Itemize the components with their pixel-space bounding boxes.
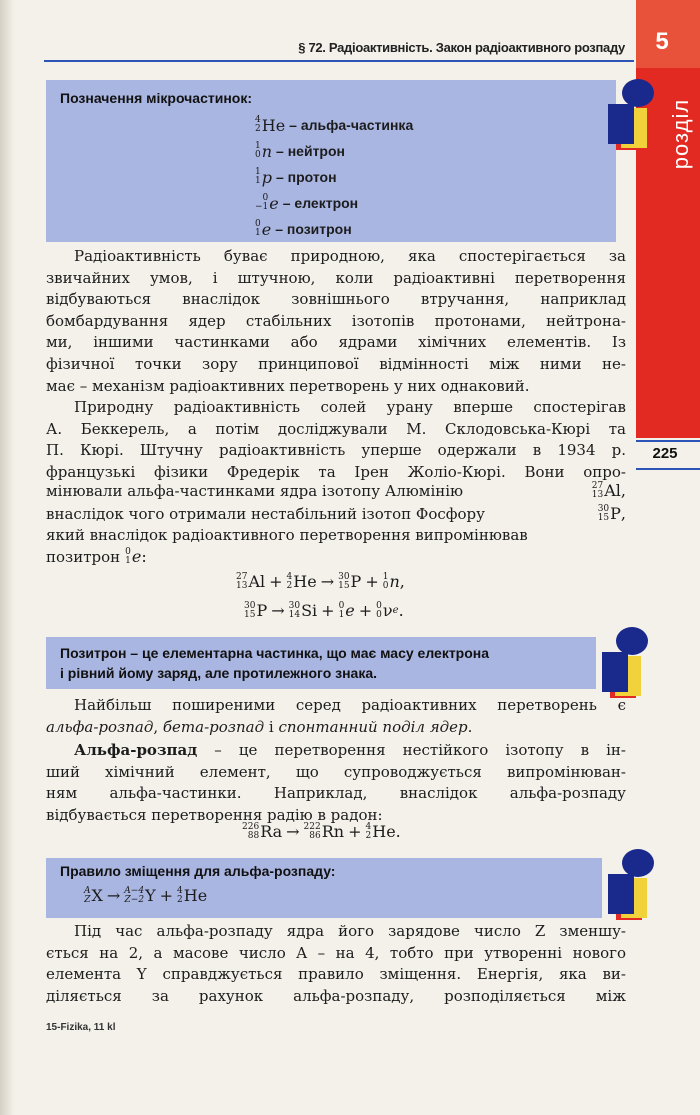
text-line-italic: альфа-розпад, бета-розпад і спонтанний поділ ядер. bbox=[46, 717, 473, 736]
info-icon bbox=[598, 624, 658, 704]
positron-definition-box bbox=[46, 637, 596, 689]
text-line: А. Беккерель, а потім досліджували М. Склодовська-Кюрі та bbox=[46, 419, 626, 438]
chapter-label: розділ bbox=[668, 98, 693, 170]
text-line: фізичної точки зору принципової відмінності між ними не- bbox=[46, 354, 626, 373]
info-icon bbox=[604, 846, 664, 926]
text-line: Альфа-розпад – це перетворення нестійкого ізотопу в ін- bbox=[74, 741, 626, 759]
page-binding-shadow bbox=[0, 0, 14, 1115]
particle-neutron: 1 0 n – нейтрон bbox=[255, 141, 345, 161]
reaction-phosphorus-decay: 30 15 P → 30 14 Si + 0 1 e + 0 0 ν e . bbox=[244, 600, 404, 620]
text-line-aluminium: мінювали альфа-частинками ядра ізотопу Алюмінію 27 13 Al , bbox=[46, 480, 626, 500]
text-line: ється на 2, а масове число A – на 4, тобто при утворенні нового bbox=[46, 943, 626, 962]
text-line: П. Кюрі. Штучну радіоактивність уперше одержали в 1934 р. bbox=[46, 441, 626, 460]
reaction-radium-radon: 226 88 Ra → 222 86 Rn + 4 2 He . bbox=[242, 821, 401, 841]
positron-definition-line: і рівний йому заряд, але протилежного знака. bbox=[60, 665, 378, 681]
page-number-rule-top bbox=[636, 440, 700, 442]
header-rule bbox=[44, 60, 634, 62]
particle-positron: 0 1 e – позитрон bbox=[255, 219, 352, 239]
paragraph-history bbox=[46, 397, 626, 483]
displacement-rule-formula: A Z X → A−4 Z−2 Y + 4 2 He bbox=[84, 885, 208, 905]
text-line-emission: який внаслідок радіоактивного перетворення випромінював bbox=[46, 526, 528, 544]
text-line: ми, іншими частинками або ядрами хімічних елементів. Із bbox=[46, 333, 626, 352]
text-line: Найбільш поширеними серед радіоактивних перетворень є bbox=[74, 696, 626, 714]
info-icon bbox=[604, 76, 664, 156]
footer-signature: 15-Fizika, 11 kl bbox=[46, 1022, 116, 1033]
particles-box-title: Позначення мікрочастинок: bbox=[60, 90, 253, 106]
text-line: відбувається перетворення радію в радон: bbox=[46, 805, 383, 824]
text-line: відбуваються внаслідок зовнішнього втручання, наприклад bbox=[46, 290, 626, 309]
text-line: Під час альфа-розпаду ядра його зарядове число Z зменшу- bbox=[74, 922, 626, 940]
particles-list bbox=[255, 112, 555, 242]
text-line-phosphorus: внаслідок чого отримали нестабільний ізотоп Фосфору 30 15 P , bbox=[46, 503, 626, 523]
text-line: Радіоактивність буває природною, яка спостерігається за bbox=[74, 247, 626, 265]
reaction-aluminium-alpha: 27 13 Al + 4 2 He → 30 15 P + 1 0 n , bbox=[236, 571, 405, 591]
chapter-number: 5 bbox=[655, 28, 669, 55]
text-line-positron: позитрон 0 1 e : bbox=[46, 546, 147, 566]
text-line: звичайних умов, і штучною, коли радіоактивні перетворення bbox=[46, 268, 626, 287]
page-number-rule bbox=[636, 468, 700, 470]
particle-proton: 1 1 p – протон bbox=[255, 167, 337, 187]
section-header: § 72. Радіоактивність. Закон радіоактивного розпаду bbox=[298, 40, 625, 55]
text-line: французькі фізики Фредерік та Ірен Жоліо-Кюрі. Вони опро- bbox=[46, 462, 626, 481]
text-line: має – механізм радіоактивних перетворень у них однаковий. bbox=[46, 376, 530, 395]
particle-alpha: 4 2 He – альфа-частинка bbox=[255, 115, 414, 135]
text-line: елемента Y справджується правило зміщення. Енергія, яка ви- bbox=[46, 965, 626, 984]
text-line: ням альфа-частинки. Наприклад, внаслідок альфа-розпаду bbox=[46, 784, 626, 803]
positron-definition-line: Позитрон – це елементарна частинка, що має масу електрона bbox=[60, 645, 490, 661]
paragraph-decay-types bbox=[46, 695, 626, 738]
paragraph-alpha-decay bbox=[46, 740, 626, 826]
text-line: ший хімічний елемент, що супроводжується випромінюван- bbox=[46, 762, 626, 781]
page-number: 225 bbox=[652, 445, 678, 462]
text-line: діляється за рахунок альфа-розпаду, розподіляється між bbox=[46, 986, 626, 1005]
text-line: Природну радіоактивність солей урану вперше спостерігав bbox=[74, 398, 626, 416]
paragraph-displacement bbox=[46, 921, 626, 1007]
particle-electron: 0 −1 e – електрон bbox=[255, 193, 359, 213]
text-line: бомбардування ядер стабільних ізотопів протонами, нейтрона- bbox=[46, 311, 626, 330]
displacement-rule-title: Правило зміщення для альфа-розпаду: bbox=[60, 863, 336, 879]
paragraph-natural-artificial bbox=[46, 246, 626, 397]
